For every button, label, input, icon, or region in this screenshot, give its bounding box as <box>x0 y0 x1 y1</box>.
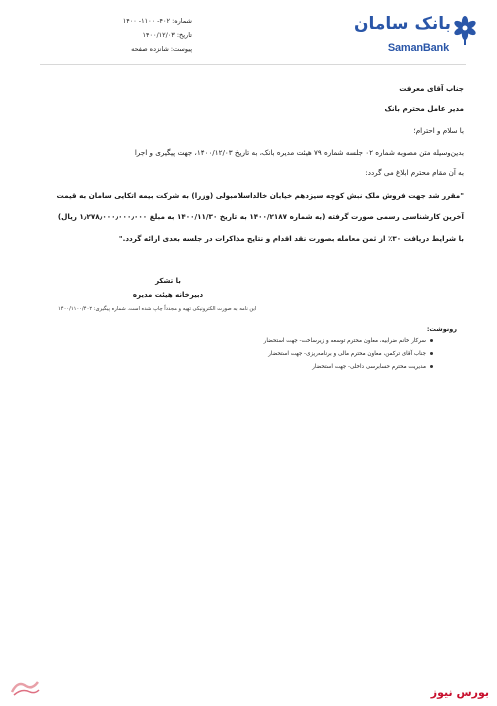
signature-note: این نامه به صورت الکترونیکی تهیه و مجدداً چاپ شده است. شماره پیگیری: ۱۴۰۰/۱۱۰۰/۴۰۲ <box>58 306 257 312</box>
cc-item: جناب آقای ترکمن، معاون محترم مالی و برنامه‌ریزی- جهت استحضار <box>268 351 433 357</box>
bullet-icon <box>430 339 433 342</box>
paragraph-1-line-2: به آن مقام محترم ابلاغ می گردد: <box>365 168 464 177</box>
bullet-icon <box>430 352 433 355</box>
saman-flower-icon <box>453 16 477 46</box>
news-logo-icon <box>8 676 42 698</box>
cc-item: مدیریت محترم حسابرسی داخلی- جهت استحضار <box>312 364 433 370</box>
letter-meta <box>100 14 192 56</box>
recipient-title: مدیر عامل محترم بانک <box>384 104 464 113</box>
bank-name-fa: بانک سامان <box>354 14 451 34</box>
recipient-name: جناب آقای معرفت <box>399 84 464 93</box>
paragraph-2-line-2: آخرین کارشناسی رسمی صورت گرفته (به شماره ۱۴۰۰/۲۱۸۷ به تاریخ ۱۴۰۰/۱۱/۳۰ به مبلغ ۱٫۲۷۸٫۰۰۰٫۰۰۰٫۰۰۰ ریال) <box>57 212 464 221</box>
bank-name-en: SamanBank <box>387 42 449 54</box>
header-divider <box>40 64 466 65</box>
paragraph-1-line-1: بدین‌وسیله متن مصوبه شماره ۰۲ جلسه شماره ۷۹ هیئت مدیره بانک، به تاریخ ۱۴۰۰/۱۲/۰۳، جهت پیگیری و اجرا <box>134 148 464 157</box>
signature-office: دبیرخانه هیئت مدیره <box>132 291 204 299</box>
paragraph-2-line-3: با شرایط دریافت ۳۰٪ از ثمن معامله بصورت نقد اقدام و نتایج مذاکرات در جلسه بعدی ارائه گردد." <box>118 234 464 243</box>
cc-title: رونوشت: <box>426 325 457 333</box>
signature-thanks: با تشکر <box>155 277 181 285</box>
cc-item: سرکار خانم ضرابیه، معاون محترم توسعه و زیرساخت- جهت استحضار <box>264 338 433 344</box>
bank-logo <box>352 14 477 62</box>
bullet-icon <box>430 365 433 368</box>
letter-date: تاریخ: ۱۴۰۰/۱۲/۰۳ <box>142 31 192 39</box>
watermark-text: بورس نیوز <box>430 686 489 699</box>
greeting: با سلام و احترام؛ <box>413 126 464 135</box>
letter-attachment: پیوست: شانزده صفحه <box>131 45 192 53</box>
letter-number: شماره: ۴۰۲- ۱۱۰۰- ۱۴۰۰ <box>122 17 192 25</box>
paragraph-2-line-1: "مقرر شد جهت فروش ملک نبش کوچه سیزدهم خیابان خالداسلامبولی (وزرا) به شرکت بیمه اتکایی سامان به قیمت <box>56 191 464 200</box>
